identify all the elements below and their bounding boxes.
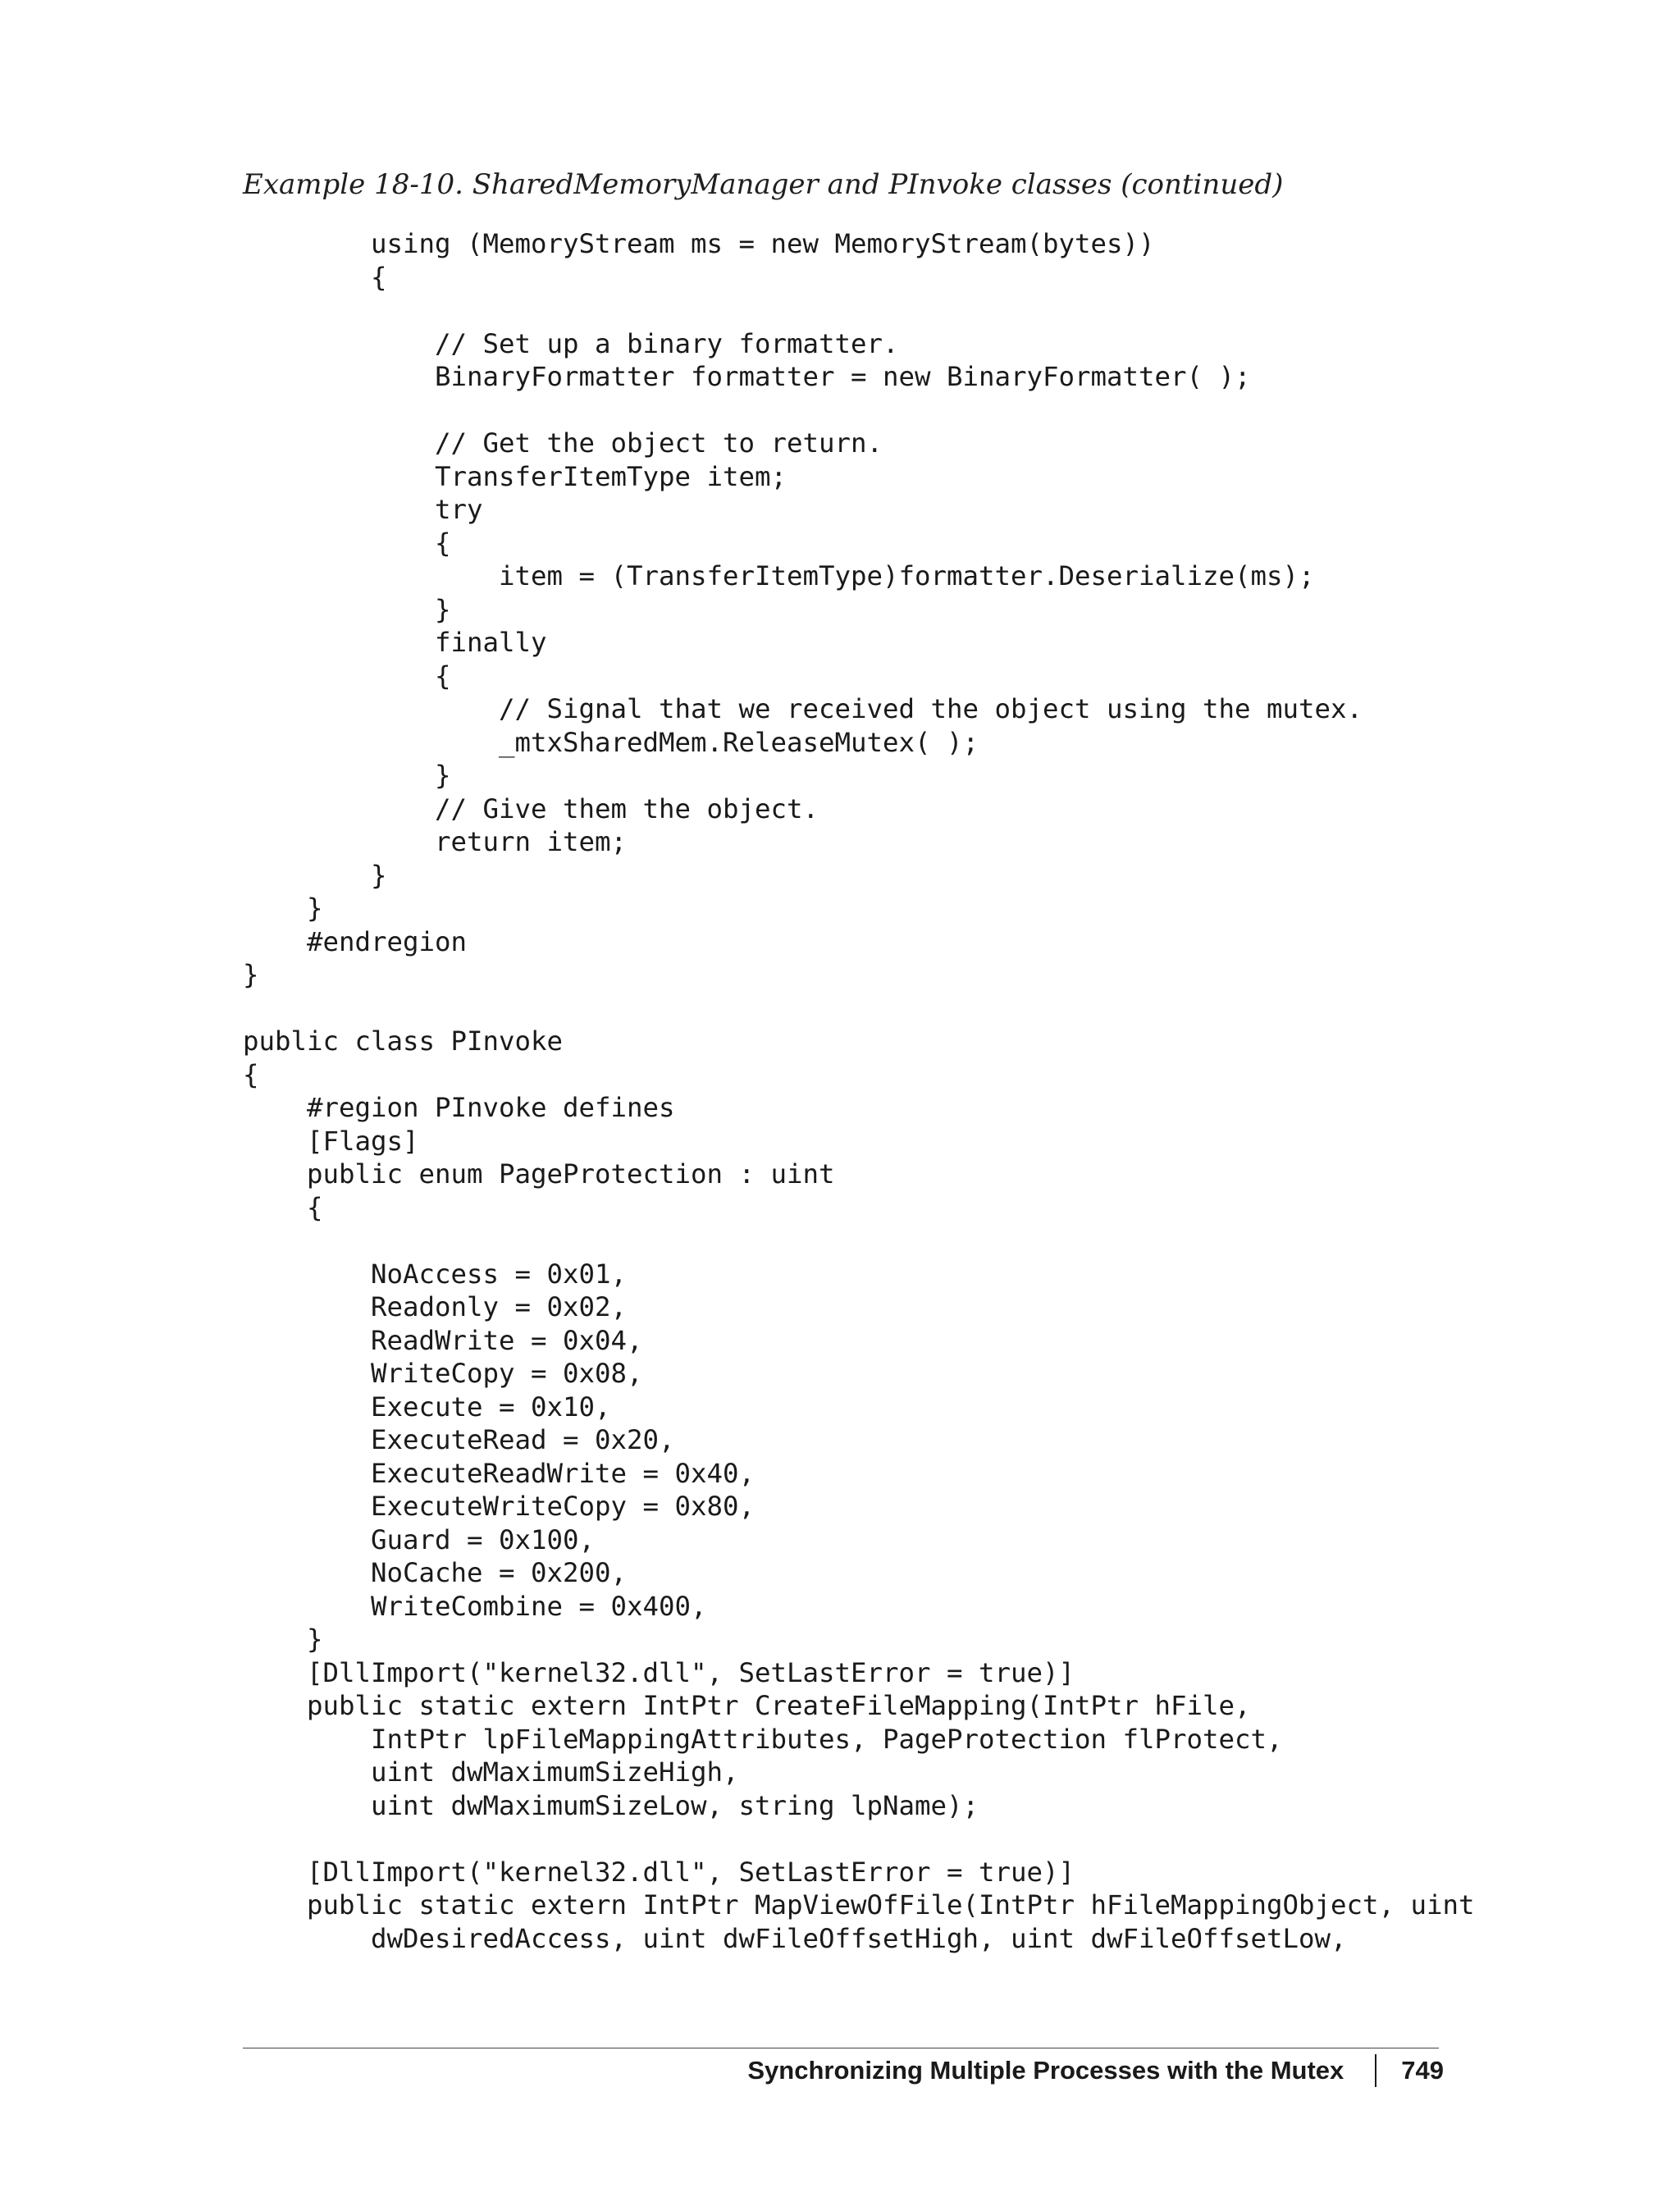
code-line: { [243, 527, 451, 559]
code-line: } [243, 1624, 323, 1655]
code-line: [Flags] [243, 1125, 419, 1157]
code-line: Execute = 0x10, [243, 1391, 611, 1423]
code-line: using (MemoryStream ms = new MemoryStream(bytes)) [243, 228, 1155, 259]
code-line: [DllImport("kernel32.dll", SetLastError = true)] [243, 1656, 1075, 1688]
code-line: uint dwMaximumSizeHigh, [243, 1756, 739, 1788]
code-line: ReadWrite = 0x04, [243, 1324, 643, 1356]
code-line: [DllImport("kernel32.dll", SetLastError = true)] [243, 1856, 1075, 1888]
code-line: public enum PageProtection : uint [243, 1158, 835, 1190]
code-line: try [243, 494, 483, 525]
code-line: public class PInvoke [243, 1025, 564, 1057]
code-line [243, 294, 1475, 327]
code-line: // Get the object to return. [243, 427, 883, 459]
code-line: ExecuteRead = 0x20, [243, 1424, 675, 1455]
code-line: // Give them the object. [243, 792, 819, 824]
code-line: _mtxSharedMem.ReleaseMutex( ); [243, 726, 979, 758]
code-line: dwDesiredAccess, uint dwFileOffsetHigh, uint dwFileOffsetLow, [243, 1922, 1347, 1954]
code-line: TransferItemType item; [243, 460, 788, 492]
code-line: uint dwMaximumSizeLow, string lpName); [243, 1789, 979, 1821]
code-line: } [243, 893, 323, 924]
code-line: #endregion [243, 925, 468, 957]
code-line [243, 1822, 1475, 1856]
code-line: // Set up a binary formatter. [243, 327, 899, 359]
code-line: ExecuteWriteCopy = 0x80, [243, 1491, 756, 1522]
code-line: { [243, 261, 387, 293]
code-line [243, 394, 1475, 427]
code-listing [243, 227, 1475, 1955]
code-line: NoAccess = 0x01, [243, 1258, 628, 1290]
code-line: WriteCopy = 0x08, [243, 1358, 643, 1389]
code-line: public static extern IntPtr MapViewOfFile(IntPtr hFileMappingObject, uint [243, 1889, 1475, 1921]
code-line: Guard = 0x100, [243, 1523, 596, 1555]
example-caption: Example 18-10. SharedMemoryManager and PInvoke classes (continued) [243, 168, 1284, 201]
code-line: WriteCombine = 0x400, [243, 1590, 707, 1622]
code-line: { [243, 1058, 259, 1090]
code-line: finally [243, 627, 547, 658]
code-line: NoCache = 0x200, [243, 1557, 628, 1588]
running-section-title: Synchronizing Multiple Processes with the Mutex [747, 2056, 1344, 2085]
footer-separator [1375, 2054, 1376, 2087]
code-line: } [243, 593, 451, 625]
code-line: } [243, 760, 451, 791]
page-footer [747, 2051, 1444, 2090]
code-line: item = (TransferItemType)formatter.Deserialize(ms); [243, 560, 1315, 591]
page-number: 749 [1401, 2056, 1444, 2085]
code-line: #region PInvoke defines [243, 1092, 675, 1123]
code-line [243, 1224, 1475, 1258]
code-line: } [243, 859, 387, 891]
code-line: } [243, 959, 259, 990]
code-line: IntPtr lpFileMappingAttributes, PageProtection flProtect, [243, 1723, 1283, 1755]
code-line: Readonly = 0x02, [243, 1291, 628, 1322]
code-line: public static extern IntPtr CreateFileMapping(IntPtr hFile, [243, 1690, 1251, 1721]
code-line: BinaryFormatter formatter = new BinaryFormatter( ); [243, 361, 1251, 392]
code-line [243, 992, 1475, 1025]
code-line: // Signal that we received the object using the mutex. [243, 693, 1363, 724]
code-line: return item; [243, 826, 628, 857]
code-line: { [243, 660, 451, 692]
code-line: ExecuteReadWrite = 0x40, [243, 1457, 756, 1489]
code-line: { [243, 1191, 323, 1223]
